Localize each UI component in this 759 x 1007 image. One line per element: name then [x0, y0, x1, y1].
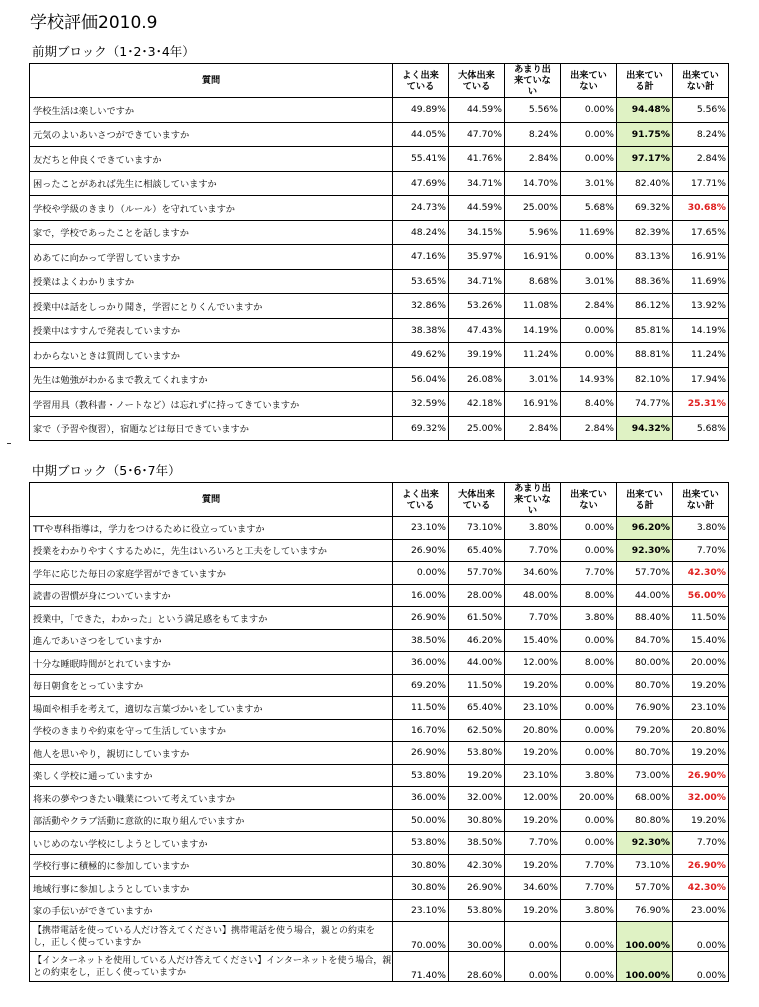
value-cell: 16.70%	[393, 719, 449, 742]
value-cell: 14.19%	[673, 318, 729, 343]
table-row	[30, 742, 729, 765]
value-cell: 80.70%	[617, 742, 673, 765]
table-row	[30, 343, 729, 368]
question-cell: 読書の習慣が身についていますか	[30, 584, 393, 607]
value-cell: 65.40%	[449, 539, 505, 562]
value-cell: 3.01%	[561, 269, 617, 294]
value-cell: 57.70%	[617, 562, 673, 585]
value-cell: 8.24%	[505, 122, 561, 147]
value-cell: 80.00%	[617, 652, 673, 675]
value-cell: 42.30%	[673, 877, 729, 900]
value-cell: 0.00%	[561, 517, 617, 540]
value-cell: 20.00%	[561, 787, 617, 810]
value-cell: 2.84%	[673, 147, 729, 172]
value-cell: 26.08%	[449, 367, 505, 392]
value-cell: 0.00%	[561, 809, 617, 832]
value-cell: 91.75%	[617, 122, 673, 147]
value-cell: 19.20%	[505, 809, 561, 832]
value-cell: 80.70%	[617, 674, 673, 697]
table-row	[30, 294, 729, 319]
value-cell: 85.81%	[617, 318, 673, 343]
value-cell: 53.80%	[393, 764, 449, 787]
value-cell: 32.00%	[673, 787, 729, 810]
value-cell: 32.00%	[449, 787, 505, 810]
header-row	[30, 483, 729, 517]
value-cell: 46.20%	[449, 629, 505, 652]
column-header: あまり出来ていない	[505, 64, 561, 98]
value-cell: 5.68%	[561, 196, 617, 221]
value-cell: 17.65%	[673, 220, 729, 245]
value-cell: 100.00%	[617, 922, 673, 952]
value-cell: 16.91%	[505, 392, 561, 417]
value-cell: 5.56%	[673, 98, 729, 123]
question-cell: 授業中はすすんで発表していますか	[30, 318, 393, 343]
table-row	[30, 764, 729, 787]
value-cell: 57.70%	[449, 562, 505, 585]
value-cell: 19.20%	[673, 809, 729, 832]
value-cell: 88.36%	[617, 269, 673, 294]
question-cell: 友だちと仲良くできていますか	[30, 147, 393, 172]
value-cell: 92.30%	[617, 539, 673, 562]
column-header-question: 質問	[30, 483, 393, 517]
value-cell: 26.90%	[673, 764, 729, 787]
column-header: 出来ている計	[617, 64, 673, 98]
value-cell: 3.80%	[561, 899, 617, 922]
value-cell: 19.20%	[505, 674, 561, 697]
table-row	[30, 416, 729, 441]
question-cell: 【インターネットを使用している人だけ答えてください】インターネットを使う場合，親との約束をし，正しく使っていますか	[30, 952, 393, 982]
value-cell: 20.80%	[673, 719, 729, 742]
question-cell: 授業はよくわかりますか	[30, 269, 393, 294]
value-cell: 30.80%	[449, 809, 505, 832]
value-cell: 26.90%	[393, 742, 449, 765]
value-cell: 32.86%	[393, 294, 449, 319]
table-row	[30, 196, 729, 221]
table-row	[30, 562, 729, 585]
value-cell: 36.00%	[393, 787, 449, 810]
question-cell: 進んであいさつをしていますか	[30, 629, 393, 652]
table-row	[30, 629, 729, 652]
question-cell: 授業中，「できた，わかった」という満足感をもてますか	[30, 607, 393, 630]
question-cell: 学校のきまりや約束を守って生活していますか	[30, 719, 393, 742]
value-cell: 7.70%	[505, 832, 561, 855]
value-cell: 76.90%	[617, 899, 673, 922]
question-cell: 学年に応じた毎日の家庭学習ができていますか	[30, 562, 393, 585]
question-cell: 先生は勉強がわかるまで教えてくれますか	[30, 367, 393, 392]
stray-mark	[7, 443, 11, 444]
value-cell: 42.30%	[673, 562, 729, 585]
value-cell: 0.00%	[561, 147, 617, 172]
value-cell: 0.00%	[673, 922, 729, 952]
value-cell: 3.80%	[561, 764, 617, 787]
question-cell: 授業をわかりやすくするために，先生はいろいろと工夫をしていますか	[30, 539, 393, 562]
value-cell: 11.69%	[561, 220, 617, 245]
value-cell: 23.00%	[673, 899, 729, 922]
header-row	[30, 64, 729, 98]
value-cell: 86.12%	[617, 294, 673, 319]
value-cell: 68.00%	[617, 787, 673, 810]
value-cell: 88.81%	[617, 343, 673, 368]
value-cell: 83.13%	[617, 245, 673, 270]
value-cell: 0.00%	[561, 674, 617, 697]
survey-table-middle-block	[29, 482, 729, 982]
value-cell: 39.19%	[449, 343, 505, 368]
value-cell: 42.18%	[449, 392, 505, 417]
value-cell: 0.00%	[561, 719, 617, 742]
table-row	[30, 584, 729, 607]
value-cell: 23.10%	[505, 764, 561, 787]
value-cell: 56.04%	[393, 367, 449, 392]
value-cell: 30.68%	[673, 196, 729, 221]
value-cell: 94.32%	[617, 416, 673, 441]
value-cell: 70.00%	[393, 922, 449, 952]
value-cell: 0.00%	[561, 952, 617, 982]
column-header: 大体出来ている	[449, 64, 505, 98]
value-cell: 17.94%	[673, 367, 729, 392]
document-title: 学校評価2010.9	[30, 13, 158, 33]
column-header: あまり出来ていない	[505, 483, 561, 517]
value-cell: 34.71%	[449, 171, 505, 196]
value-cell: 30.80%	[393, 854, 449, 877]
table-row	[30, 98, 729, 123]
value-cell: 48.00%	[505, 584, 561, 607]
value-cell: 48.24%	[393, 220, 449, 245]
question-cell: 他人を思いやり，親切にしていますか	[30, 742, 393, 765]
value-cell: 34.71%	[449, 269, 505, 294]
value-cell: 71.40%	[393, 952, 449, 982]
value-cell: 5.68%	[673, 416, 729, 441]
value-cell: 44.59%	[449, 98, 505, 123]
value-cell: 3.80%	[505, 517, 561, 540]
value-cell: 30.00%	[449, 922, 505, 952]
value-cell: 32.59%	[393, 392, 449, 417]
value-cell: 69.20%	[393, 674, 449, 697]
value-cell: 20.80%	[505, 719, 561, 742]
value-cell: 23.10%	[393, 517, 449, 540]
value-cell: 62.50%	[449, 719, 505, 742]
value-cell: 8.68%	[505, 269, 561, 294]
question-cell: 家の手伝いができていますか	[30, 899, 393, 922]
value-cell: 14.19%	[505, 318, 561, 343]
value-cell: 74.77%	[617, 392, 673, 417]
value-cell: 7.70%	[561, 562, 617, 585]
table-row	[30, 787, 729, 810]
value-cell: 23.10%	[673, 697, 729, 720]
table-row	[30, 899, 729, 922]
value-cell: 0.00%	[561, 318, 617, 343]
value-cell: 0.00%	[561, 98, 617, 123]
column-header: 出来ていない計	[673, 483, 729, 517]
value-cell: 14.93%	[561, 367, 617, 392]
value-cell: 56.00%	[673, 584, 729, 607]
value-cell: 42.30%	[449, 854, 505, 877]
value-cell: 0.00%	[561, 742, 617, 765]
value-cell: 0.00%	[561, 629, 617, 652]
value-cell: 7.70%	[561, 854, 617, 877]
question-cell: わからないときは質問していますか	[30, 343, 393, 368]
value-cell: 49.89%	[393, 98, 449, 123]
value-cell: 73.00%	[617, 764, 673, 787]
value-cell: 25.00%	[505, 196, 561, 221]
value-cell: 20.00%	[673, 652, 729, 675]
question-cell: 学校行事に積極的に参加していますか	[30, 854, 393, 877]
value-cell: 47.69%	[393, 171, 449, 196]
value-cell: 19.20%	[673, 742, 729, 765]
value-cell: 61.50%	[449, 607, 505, 630]
value-cell: 26.90%	[393, 607, 449, 630]
value-cell: 12.00%	[505, 787, 561, 810]
value-cell: 11.24%	[673, 343, 729, 368]
table-row	[30, 854, 729, 877]
value-cell: 16.91%	[505, 245, 561, 270]
value-cell: 7.70%	[505, 539, 561, 562]
value-cell: 49.62%	[393, 343, 449, 368]
value-cell: 8.00%	[561, 584, 617, 607]
value-cell: 15.40%	[505, 629, 561, 652]
value-cell: 50.00%	[393, 809, 449, 832]
value-cell: 34.15%	[449, 220, 505, 245]
value-cell: 17.71%	[673, 171, 729, 196]
value-cell: 12.00%	[505, 652, 561, 675]
value-cell: 38.50%	[393, 629, 449, 652]
value-cell: 82.39%	[617, 220, 673, 245]
value-cell: 0.00%	[393, 562, 449, 585]
value-cell: 47.43%	[449, 318, 505, 343]
value-cell: 5.56%	[505, 98, 561, 123]
value-cell: 11.50%	[393, 697, 449, 720]
value-cell: 73.10%	[617, 854, 673, 877]
value-cell: 38.38%	[393, 318, 449, 343]
value-cell: 100.00%	[617, 952, 673, 982]
value-cell: 16.91%	[673, 245, 729, 270]
value-cell: 47.70%	[449, 122, 505, 147]
question-cell: いじめのない学校にしようとしていますか	[30, 832, 393, 855]
question-cell: 家で（予習や復習），宿題などは毎日できていますか	[30, 416, 393, 441]
value-cell: 2.84%	[505, 147, 561, 172]
table-row	[30, 367, 729, 392]
value-cell: 13.92%	[673, 294, 729, 319]
value-cell: 53.26%	[449, 294, 505, 319]
table-row	[30, 832, 729, 855]
value-cell: 69.32%	[617, 196, 673, 221]
value-cell: 84.70%	[617, 629, 673, 652]
column-header: 出来ている計	[617, 483, 673, 517]
value-cell: 25.00%	[449, 416, 505, 441]
question-cell: 場面や相手を考えて，適切な言葉づかいをしていますか	[30, 697, 393, 720]
table-row	[30, 697, 729, 720]
value-cell: 26.90%	[449, 877, 505, 900]
table-row	[30, 539, 729, 562]
survey-table-early-block	[29, 63, 729, 441]
value-cell: 8.40%	[561, 392, 617, 417]
value-cell: 7.70%	[505, 607, 561, 630]
value-cell: 14.70%	[505, 171, 561, 196]
table-row	[30, 122, 729, 147]
value-cell: 2.84%	[561, 294, 617, 319]
table-row	[30, 607, 729, 630]
value-cell: 11.69%	[673, 269, 729, 294]
value-cell: 23.10%	[505, 697, 561, 720]
question-cell: 学校生活は楽しいですか	[30, 98, 393, 123]
question-cell: 家で，学校であったことを話しますか	[30, 220, 393, 245]
value-cell: 7.70%	[561, 877, 617, 900]
question-cell: 毎日朝食をとっていますか	[30, 674, 393, 697]
value-cell: 92.30%	[617, 832, 673, 855]
value-cell: 3.01%	[505, 367, 561, 392]
question-cell: 困ったことがあれば先生に相談していますか	[30, 171, 393, 196]
section-heading-early-block: 前期ブロック（1･2･3･4年）	[32, 44, 195, 59]
question-cell: 学校や学級のきまり（ルール）を守れていますか	[30, 196, 393, 221]
value-cell: 2.84%	[505, 416, 561, 441]
table-row	[30, 719, 729, 742]
value-cell: 2.84%	[561, 416, 617, 441]
value-cell: 5.96%	[505, 220, 561, 245]
table-row	[30, 220, 729, 245]
value-cell: 57.70%	[617, 877, 673, 900]
value-cell: 3.80%	[673, 517, 729, 540]
value-cell: 7.70%	[673, 832, 729, 855]
table-row	[30, 674, 729, 697]
value-cell: 53.80%	[393, 832, 449, 855]
table-row	[30, 269, 729, 294]
value-cell: 38.50%	[449, 832, 505, 855]
value-cell: 36.00%	[393, 652, 449, 675]
value-cell: 0.00%	[673, 952, 729, 982]
value-cell: 96.20%	[617, 517, 673, 540]
column-header: 大体出来ている	[449, 483, 505, 517]
value-cell: 94.48%	[617, 98, 673, 123]
value-cell: 53.65%	[393, 269, 449, 294]
table-row	[30, 952, 729, 982]
value-cell: 11.50%	[449, 674, 505, 697]
value-cell: 53.80%	[449, 742, 505, 765]
question-cell: 元気のよいあいさつができていますか	[30, 122, 393, 147]
value-cell: 11.50%	[673, 607, 729, 630]
question-cell: TTや専科指導は，学力をつけるために役立っていますか	[30, 517, 393, 540]
value-cell: 44.59%	[449, 196, 505, 221]
value-cell: 25.31%	[673, 392, 729, 417]
value-cell: 7.70%	[673, 539, 729, 562]
question-cell: 【携帯電話を使っている人だけ答えてください】携帯電話を使う場合，親との約束をし，正しく使っていますか	[30, 922, 393, 952]
value-cell: 11.08%	[505, 294, 561, 319]
value-cell: 34.60%	[505, 562, 561, 585]
value-cell: 0.00%	[561, 122, 617, 147]
value-cell: 82.40%	[617, 171, 673, 196]
value-cell: 26.90%	[393, 539, 449, 562]
value-cell: 79.20%	[617, 719, 673, 742]
value-cell: 53.80%	[449, 899, 505, 922]
table-row	[30, 392, 729, 417]
section-heading-middle-block: 中期ブロック（5･6･7年）	[32, 463, 181, 478]
value-cell: 97.17%	[617, 147, 673, 172]
table-row	[30, 517, 729, 540]
table-row	[30, 147, 729, 172]
value-cell: 19.20%	[505, 899, 561, 922]
value-cell: 8.00%	[561, 652, 617, 675]
value-cell: 65.40%	[449, 697, 505, 720]
column-header-question: 質問	[30, 64, 393, 98]
question-cell: 地域行事に参加しようとしていますか	[30, 877, 393, 900]
column-header: よく出来ている	[393, 483, 449, 517]
value-cell: 28.60%	[449, 952, 505, 982]
column-header: 出来ていない	[561, 483, 617, 517]
value-cell: 3.80%	[561, 607, 617, 630]
value-cell: 3.01%	[561, 171, 617, 196]
table-row	[30, 171, 729, 196]
question-cell: 授業中は話をしっかり聞き，学習にとりくんでいますか	[30, 294, 393, 319]
column-header: よく出来ている	[393, 64, 449, 98]
value-cell: 34.60%	[505, 877, 561, 900]
value-cell: 11.24%	[505, 343, 561, 368]
value-cell: 35.97%	[449, 245, 505, 270]
value-cell: 8.24%	[673, 122, 729, 147]
value-cell: 88.40%	[617, 607, 673, 630]
value-cell: 19.20%	[505, 854, 561, 877]
table-row	[30, 652, 729, 675]
value-cell: 73.10%	[449, 517, 505, 540]
value-cell: 0.00%	[561, 343, 617, 368]
table-row	[30, 922, 729, 952]
table-row	[30, 809, 729, 832]
value-cell: 26.90%	[673, 854, 729, 877]
question-cell: めあてに向かって学習していますか	[30, 245, 393, 270]
value-cell: 69.32%	[393, 416, 449, 441]
value-cell: 76.90%	[617, 697, 673, 720]
value-cell: 24.73%	[393, 196, 449, 221]
value-cell: 28.00%	[449, 584, 505, 607]
value-cell: 0.00%	[561, 922, 617, 952]
column-header: 出来ていない計	[673, 64, 729, 98]
table-row	[30, 245, 729, 270]
question-cell: 学習用具（教科書・ノートなど）は忘れずに持ってきていますか	[30, 392, 393, 417]
value-cell: 19.20%	[449, 764, 505, 787]
table-row	[30, 877, 729, 900]
value-cell: 0.00%	[505, 922, 561, 952]
value-cell: 47.16%	[393, 245, 449, 270]
column-header: 出来ていない	[561, 64, 617, 98]
question-cell: 十分な睡眠時間がとれていますか	[30, 652, 393, 675]
value-cell: 0.00%	[561, 697, 617, 720]
value-cell: 15.40%	[673, 629, 729, 652]
value-cell: 0.00%	[561, 245, 617, 270]
value-cell: 19.20%	[673, 674, 729, 697]
value-cell: 0.00%	[561, 539, 617, 562]
value-cell: 16.00%	[393, 584, 449, 607]
value-cell: 0.00%	[561, 832, 617, 855]
value-cell: 44.05%	[393, 122, 449, 147]
value-cell: 55.41%	[393, 147, 449, 172]
value-cell: 41.76%	[449, 147, 505, 172]
value-cell: 19.20%	[505, 742, 561, 765]
value-cell: 80.80%	[617, 809, 673, 832]
value-cell: 44.00%	[449, 652, 505, 675]
table-row	[30, 318, 729, 343]
value-cell: 44.00%	[617, 584, 673, 607]
question-cell: 部活動やクラブ活動に意欲的に取り組んでいますか	[30, 809, 393, 832]
value-cell: 0.00%	[505, 952, 561, 982]
value-cell: 23.10%	[393, 899, 449, 922]
question-cell: 将来の夢やつきたい職業について考えていますか	[30, 787, 393, 810]
question-cell: 楽しく学校に通っていますか	[30, 764, 393, 787]
value-cell: 30.80%	[393, 877, 449, 900]
value-cell: 82.10%	[617, 367, 673, 392]
